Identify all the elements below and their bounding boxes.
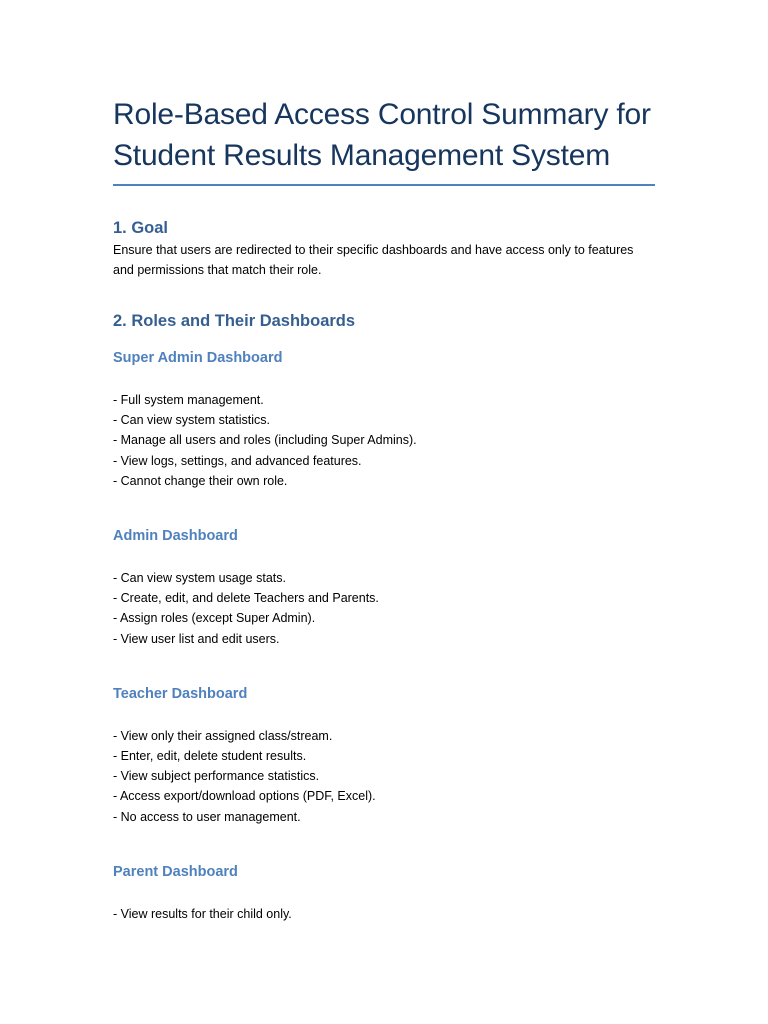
- list-item: - View user list and edit users.: [113, 631, 280, 646]
- list-item: - View only their assigned class/stream.: [113, 728, 333, 743]
- list-item: - Can view system statistics.: [113, 413, 270, 428]
- document-page: [113, 94, 655, 924]
- teacher-list: [113, 726, 655, 827]
- teacher-heading: Teacher Dashboard: [113, 685, 248, 702]
- list-item: - View results for their child only.: [113, 906, 292, 921]
- list-item: - No access to user management.: [113, 809, 301, 824]
- admin-heading: Admin Dashboard: [113, 528, 238, 545]
- title-line-2: Student Results Management System: [113, 139, 610, 172]
- document-title: [113, 94, 655, 184]
- list-item: - Create, edit, and delete Teachers and Parents.: [113, 591, 379, 606]
- goal-heading: 1. Goal: [113, 219, 169, 237]
- list-item: - Cannot change their own role.: [113, 473, 288, 488]
- admin-list: [113, 568, 655, 649]
- list-item: - Can view system usage stats.: [113, 571, 286, 586]
- goal-text: Ensure that users are redirected to their specific dashboards and have access only to features and permissions that match their role.: [113, 243, 634, 277]
- title-line-1: Role-Based Access Control Summary for: [113, 98, 651, 131]
- list-item: - Manage all users and roles (including Super Admins).: [113, 433, 417, 448]
- parent-list: [113, 904, 655, 924]
- list-item: - Assign roles (except Super Admin).: [113, 611, 316, 626]
- super-admin-list: [113, 390, 655, 491]
- parent-heading: Parent Dashboard: [113, 863, 238, 880]
- list-item: - Access export/download options (PDF, Excel).: [113, 789, 376, 804]
- list-item: - Enter, edit, delete student results.: [113, 749, 307, 764]
- list-item: - View logs, settings, and advanced features.: [113, 453, 362, 468]
- list-item: - Full system management.: [113, 393, 264, 407]
- roles-heading: 2. Roles and Their Dashboards: [113, 312, 356, 330]
- list-item: - View subject performance statistics.: [113, 769, 320, 784]
- super-admin-heading: Super Admin Dashboard: [113, 350, 283, 366]
